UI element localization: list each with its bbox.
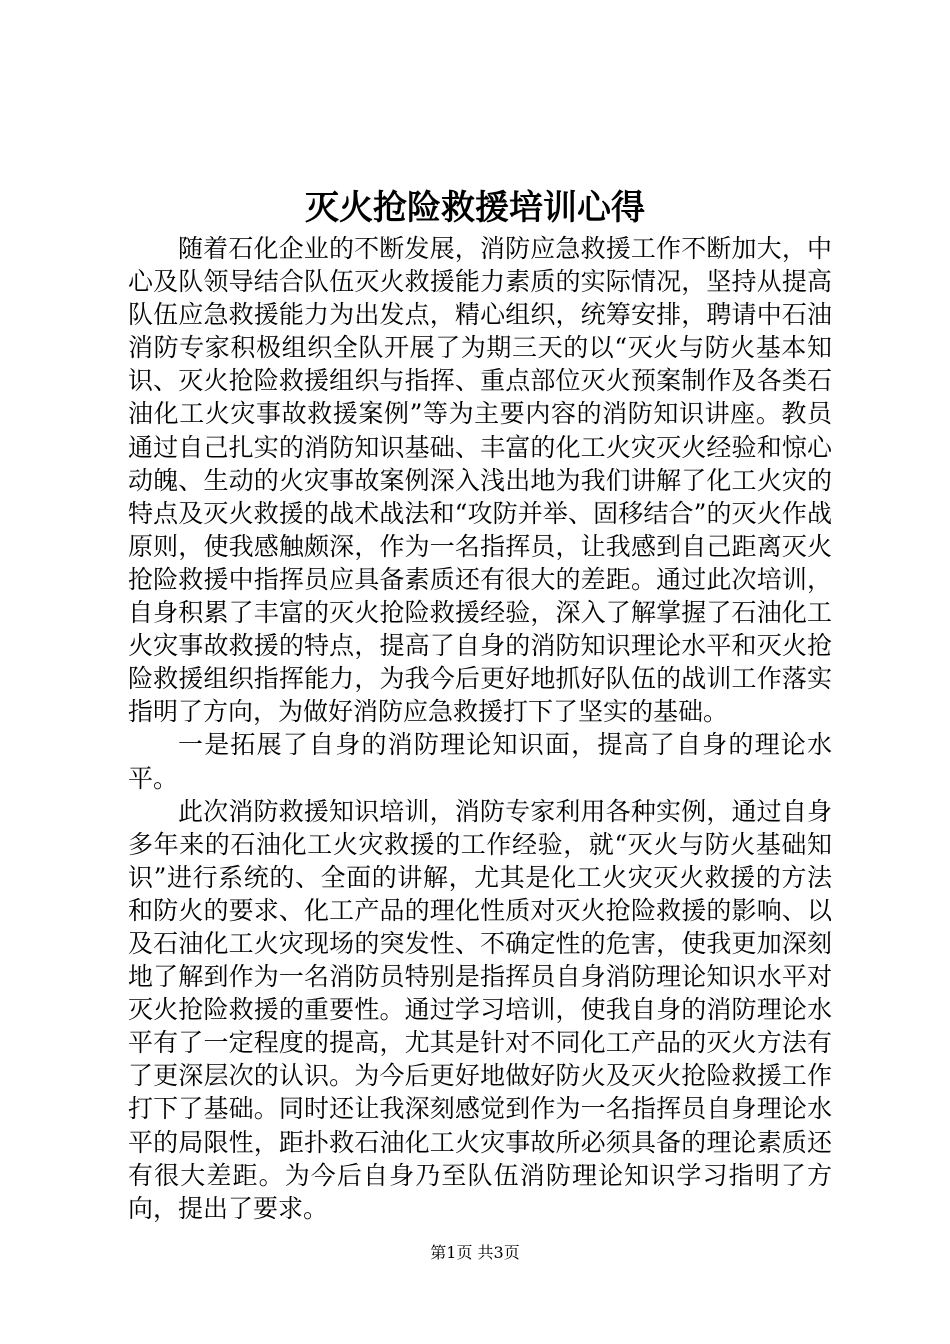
document-title: 灭火抢险救援培训心得 (305, 188, 645, 228)
paragraph-point-one: 一是拓展了自身的消防理论知识面，提高了自身的理论水平。 (128, 730, 832, 793)
page-number-footer: 第1页 共3页 (430, 1243, 520, 1262)
document-body (128, 232, 832, 1225)
paragraph-training-detail: 此次消防救援知识培训，消防专家利用各种实例，通过自身多年来的石油化工火灾救援的工作经验，就“灭火与防火基础知识”进行系统的、全面的讲解，尤其是化工火灾灭火救援的方法和防火的要求、化工产品的理化性质对灭火抢险救援的影响、以及石油化工火灾现场的突发性、不确定性的危害，使我更加深刻地了解到作为一名消防员特别是指挥员自身消防理论知识水平对灭火抢险救援的重要性。通过学习培训，使我自身的消防理论水平有了一定程度的提高，尤其是针对不同化工产品的灭火方法有了更深层次的认识。为今后更好地做好防火及灭火抢险救援工作打下了基础。同时还让我深刻感觉到作为一名指挥员自身理论水平的局限性，距扑救石油化工火灾事故所必须具备的理论素质还有很大差距。为今后自身乃至队伍消防理论知识学习指明了方向，提出了要求。 (128, 796, 832, 1223)
paragraph-intro: 随着石化企业的不断发展，消防应急救援工作不断加大，中心及队领导结合队伍灭火救援能力素质的实际情况，坚持从提高队伍应急救援能力为出发点，精心组织，统筹安排，聘请中石油消防专家积极组织全队开展了为期三天的以“灭火与防火基本知识、灭火抢险救援组织与指挥、重点部位灭火预案制作及各类石油化工火灾事故救援案例”等为主要内容的消防知识讲座。教员通过自己扎实的消防知识基础、丰富的化工火灾灭火经验和惊心动魄、生动的火灾事故案例深入浅出地为我们讲解了化工火灾的特点及灭火救援的战术战法和“攻防并举、固移结合”的灭火作战原则，使我感触颇深，作为一名指挥员，让我感到自己距离灭火抢险救援中指挥员应具备素质还有很大的差距。通过此次培训，自身积累了丰富的灭火抢险救援经验，深入了解掌握了石油化工火灾事故救援的特点，提高了自身的消防知识理论水平和灭火抢险救援组织指挥能力，为我今后更好地抓好队伍的战训工作落实指明了方向，为做好消防应急救援打下了坚实的基础。 (128, 234, 832, 727)
